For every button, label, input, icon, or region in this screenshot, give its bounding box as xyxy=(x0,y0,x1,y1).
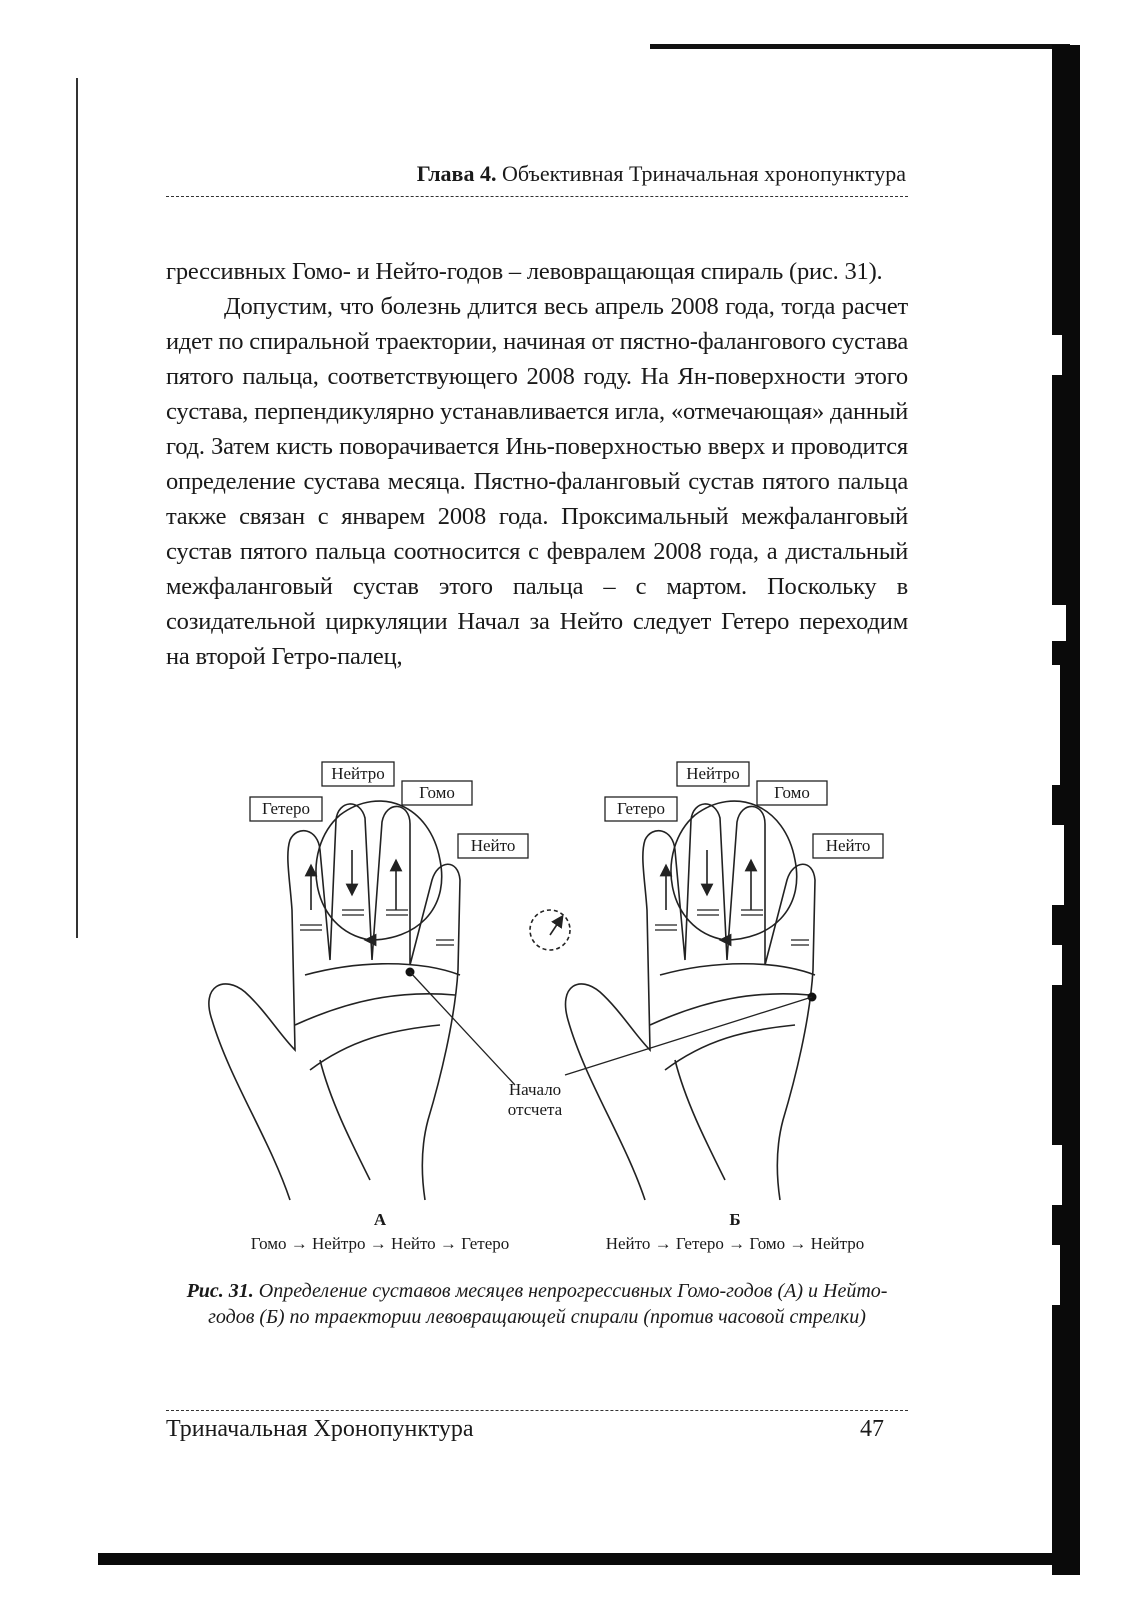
start-pointer-a xyxy=(410,972,515,1085)
hand-b-label-getero: Гетеро xyxy=(616,799,666,818)
hand-a-letter: А xyxy=(373,1210,387,1229)
hand-a-label-neitro: Нейтро xyxy=(331,764,385,783)
body-text xyxy=(166,254,908,674)
chapter-title: Объективная Триначальная хронопунктура xyxy=(501,161,906,186)
hand-a-sequence: Гомо → Нейтро → Нейто → Гетеро xyxy=(250,1234,510,1253)
hand-b-label-neito: Нейто xyxy=(825,836,871,855)
start-label xyxy=(490,1080,580,1120)
scan-edge-bottom xyxy=(98,1553,1078,1565)
running-head xyxy=(166,160,906,188)
start-pointer-b xyxy=(565,997,812,1075)
hand-b-outline xyxy=(566,804,815,1200)
hand-b-letter: Б xyxy=(729,1210,741,1229)
header-rule xyxy=(166,196,908,197)
hand-b-label-neitro: Нейтро xyxy=(686,764,740,783)
hands-diagram xyxy=(200,760,920,1240)
caption-text: Определение суставов месяцев непрогрессивных Гомо-годов (А) и Нейто-годов (Б) по траектории левовращающей спирали (против часовой стрелки) xyxy=(208,1280,888,1328)
hand-b-label-gomo: Гомо xyxy=(774,783,810,802)
figure-31 xyxy=(200,760,920,1240)
hand-a xyxy=(209,801,460,1200)
scan-edge-top xyxy=(650,44,1070,49)
hand-b-sequence: Нейто → Гетеро → Гомо → Нейтро xyxy=(605,1234,865,1253)
paragraph-1: грессивных Гомо- и Нейто-годов – левовращающая спираль (рис. 31). xyxy=(166,258,883,285)
caption-label: Рис. 31. xyxy=(186,1280,254,1302)
footer-title: Триначальная Хронопунктура xyxy=(166,1416,474,1442)
hand-b xyxy=(566,801,817,1200)
chapter-label: Глава 4. xyxy=(416,161,497,186)
paragraph-2: Допустим, что болезнь длится весь апрель 2008 года, тогда расчет идет по спиральной траектории, начиная от пястно-фалангового сустава пятого пальца, соответствующего 2008 году. На Ян-поверхности этого сустава, перпендикулярно устанавливается игла, «отмечающая» данный год. Затем кисть поворачивается Инь-поверхностью вверх и проводится определение сустава месяца. Пястно-фаланговый сустав пятого пальца также связан с январем 2008 года. Проксимальный межфаланговый сустав пятого пальца соотносится с февралем 2008 года, а дистальный межфаланговый сустав этого пальца – с мартом. Поскольку в созидательной циркуляции Начал за Нейто следует Гетеро переходим на второй Гетро-палец, xyxy=(166,293,908,670)
hand-a-outline xyxy=(209,804,460,1200)
figure-caption xyxy=(166,1278,908,1330)
scan-edge-right xyxy=(1052,45,1080,1575)
footer-rule xyxy=(166,1410,908,1411)
page-number: 47 xyxy=(860,1416,884,1442)
start-label-line2: отсчета xyxy=(507,1100,563,1119)
rotation-indicator xyxy=(530,910,570,950)
hand-a-label-neito: Нейто xyxy=(470,836,516,855)
start-label-line1: Начало xyxy=(508,1080,562,1099)
scan-edge-left xyxy=(76,78,78,938)
hand-a-label-gomo: Гомо xyxy=(419,783,455,802)
hand-a-label-getero: Гетеро xyxy=(261,799,311,818)
